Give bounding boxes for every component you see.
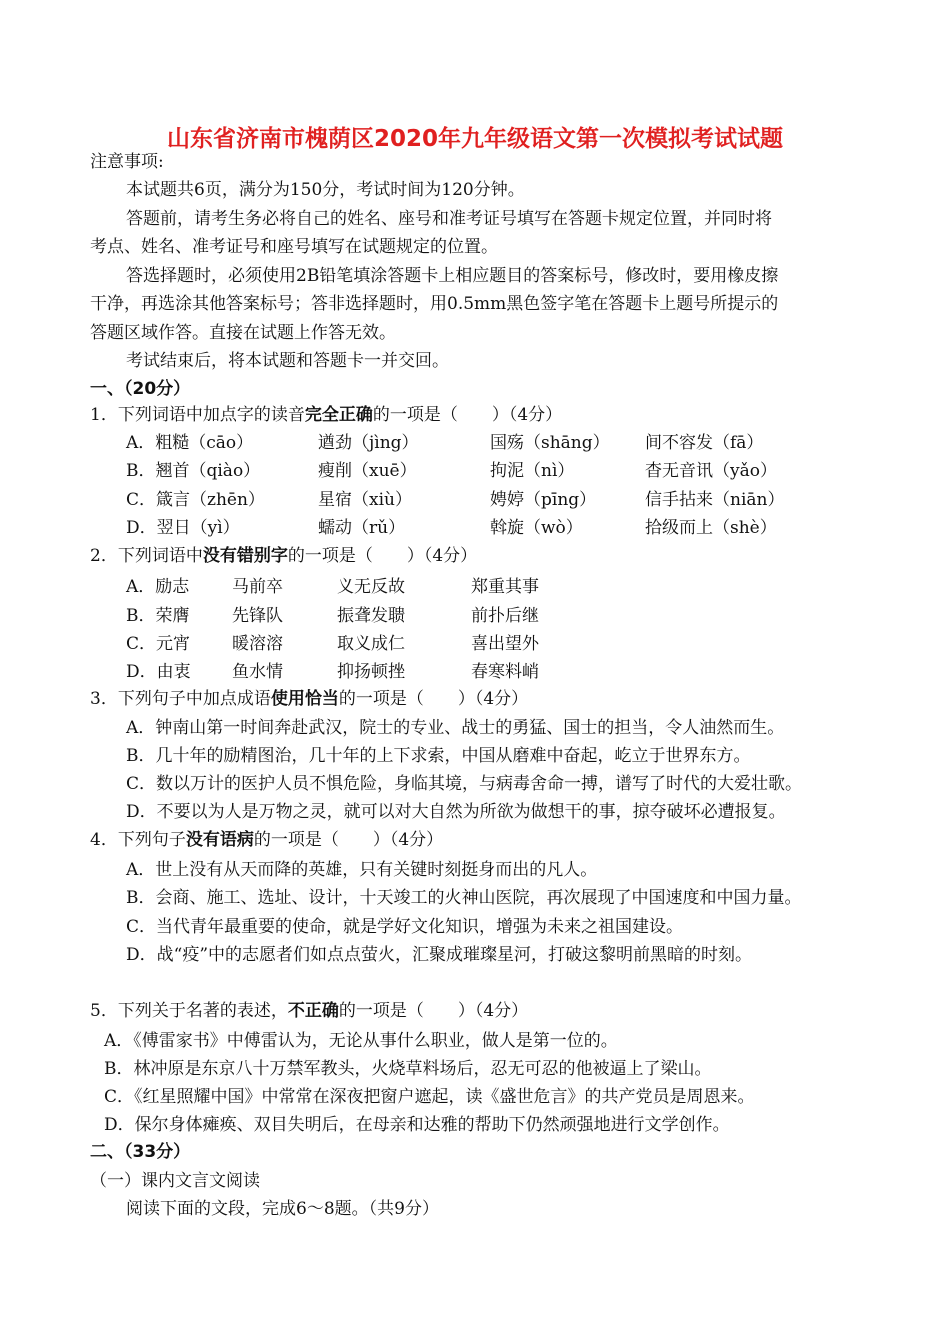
stem-text: 的一项是（ ）（4分） (338, 1001, 529, 1021)
stem-emphasis: 不正确 (287, 1001, 339, 1021)
notice-p3b: 干净，再选涂其他答案标号；答非选择题时，用0.5mm黑色签字笔在答题卡上题号所提示的 (90, 294, 779, 314)
q3-option-a: A．钟南山第一时间奔赴武汉，院士的专业、战士的勇猛、国士的担当，令人油然而生。 (126, 718, 785, 738)
q2-option-a1: A．励志 (126, 577, 190, 597)
question-4-stem (90, 830, 443, 850)
stem-text: 的一项是（ ）（4分） (287, 546, 478, 566)
q1-option-d2: 蠕动（rǔ） (318, 518, 406, 538)
q1-option-a4: 间不容发（fā） (645, 433, 764, 453)
q1-option-b3: 拘泥（nì） (490, 461, 575, 481)
q2-option-a2: 马前卒 (232, 577, 283, 597)
q2-option-a3: 义无反故 (337, 577, 405, 597)
q3-option-b: B．几十年的励精图治，几十年的上下求索，中国从磨难中奋起，屹立于世界东方。 (126, 746, 751, 766)
q1-option-b4: 杳无音讯（yǎo） (645, 461, 777, 481)
reading-instruction: 阅读下面的文段，完成6～8题。（共9分） (126, 1199, 439, 1219)
q2-option-b4: 前扑后继 (471, 606, 539, 626)
q1-option-a2: 遒劲（jìng） (318, 433, 419, 453)
notice-p2b: 考点、姓名、准考证号和座号填写在试题规定的位置。 (90, 237, 498, 257)
stem-emphasis: 没有错别字 (202, 546, 288, 566)
stem-text: 3．下列句子中加点成语 (90, 689, 271, 709)
q1-option-c1: C．箴言（zhēn） (126, 490, 265, 510)
stem-emphasis: 使用恰当 (270, 689, 339, 709)
section-2-heading: 二、（33分） (90, 1142, 191, 1162)
q3-option-c: C．数以万计的医护人员不惧危险，身临其境，与病毒舍命一搏，谱写了时代的大爱壮歌。 (126, 774, 803, 794)
q2-option-c1: C．元宵 (126, 634, 191, 654)
notice-p3a: 答选择题时，必须使用2B铅笔填涂答题卡上相应题目的答案标号，修改时，要用橡皮擦 (126, 266, 779, 286)
q2-option-c3: 取义成仁 (337, 634, 405, 654)
q2-option-b3: 振聋发聩 (337, 606, 405, 626)
q2-option-d1: D．由衷 (126, 662, 191, 682)
notice-p3c: 答题区域作答。直接在试题上作答无效。 (90, 323, 396, 343)
q5-option-b: B．林冲原是东京八十万禁军教头，火烧草料场后，忍无可忍的他被逼上了梁山。 (104, 1059, 712, 1079)
q1-option-d1: D．翌日（yì） (126, 518, 240, 538)
notice-p4: 考试结束后，将本试题和答题卡一并交回。 (126, 351, 449, 371)
notice-heading: 注意事项: (90, 152, 164, 172)
q1-option-a3: 国殇（shāng） (490, 433, 610, 453)
q2-option-b1: B．荣膺 (126, 606, 190, 626)
question-2-stem (90, 546, 477, 566)
q2-option-a4: 郑重其事 (471, 577, 539, 597)
stem-text: 5．下列关于名著的表述， (90, 1001, 288, 1021)
q5-option-a: A．《傅雷家书》中傅雷认为，无论从事什么职业，做人是第一位的。 (104, 1031, 618, 1051)
notice-p1: 本试题共6页，满分为150分，考试时间为120分钟。 (126, 180, 525, 200)
q1-option-c2: 星宿（xiù） (318, 490, 412, 510)
q1-option-a1: A．粗糙（cāo） (126, 433, 254, 453)
stem-text: 1．下列词语中加点字的读音 (90, 405, 305, 425)
stem-text: 2．下列词语中 (90, 546, 203, 566)
q4-option-b: B．会商、施工、选址、设计，十天竣工的火神山医院，再次展现了中国速度和中国力量。 (126, 888, 802, 908)
stem-text: 的一项是（ ）（4分） (338, 689, 529, 709)
q1-option-c4: 信手拈来（niān） (645, 490, 785, 510)
page-title: 山东省济南市槐荫区2020年九年级语文第一次模拟考试试题 (166, 126, 783, 152)
section-1-heading: 一、（20分） (90, 379, 191, 399)
question-5-stem (90, 1001, 528, 1021)
q5-option-d: D．保尔身体瘫痪、双目失明后，在母亲和达雅的帮助下仍然顽强地进行文学创作。 (104, 1115, 730, 1135)
q2-option-c2: 暖溶溶 (232, 634, 283, 654)
q2-option-c4: 喜出望外 (471, 634, 539, 654)
question-3-stem (90, 689, 528, 709)
notice-p2a: 答题前，请考生务必将自己的姓名、座号和准考证号填写在答题卡规定位置，并同时将 (126, 209, 772, 229)
q3-option-d: D．不要以为人是万物之灵，就可以对大自然为所欲为做想干的事，掠夺破坏必遭报复。 (126, 802, 786, 822)
q1-option-c3: 娉婷（pīng） (490, 490, 597, 510)
question-1-stem (90, 405, 562, 425)
q1-option-d3: 斡旋（wò） (490, 518, 583, 538)
q4-option-d: D．战“疫”中的志愿者们如点点萤火，汇聚成璀璨星河，打破这黎明前黑暗的时刻。 (126, 945, 753, 965)
q1-option-b1: B．翘首（qiào） (126, 461, 261, 481)
q4-option-a: A．世上没有从天而降的英雄，只有关键时刻挺身而出的凡人。 (126, 860, 598, 880)
q5-option-c: C．《红星照耀中国》中常常在深夜把窗户遮起，读《盛世危言》的共产党员是周恩来。 (104, 1087, 755, 1107)
stem-text: 的一项是（ ）（4分） (253, 830, 444, 850)
stem-emphasis: 完全正确 (304, 405, 373, 425)
q2-option-d4: 春寒料峭 (471, 662, 539, 682)
q2-option-b2: 先锋队 (232, 606, 283, 626)
stem-emphasis: 没有语病 (185, 830, 254, 850)
q4-option-c: C．当代青年最重要的使命，就是学好文化知识，增强为未来之祖国建设。 (126, 917, 684, 937)
q2-option-d2: 鱼水情 (232, 662, 283, 682)
stem-text: 4．下列句子 (90, 830, 186, 850)
q1-option-d4: 拾级而上（shè） (645, 518, 777, 538)
q2-option-d3: 抑扬顿挫 (337, 662, 405, 682)
stem-text: 的一项是（ ）（4分） (372, 405, 563, 425)
subsection-heading: （一）课内文言文阅读 (90, 1171, 260, 1191)
q1-option-b2: 瘦削（xuē） (318, 461, 417, 481)
